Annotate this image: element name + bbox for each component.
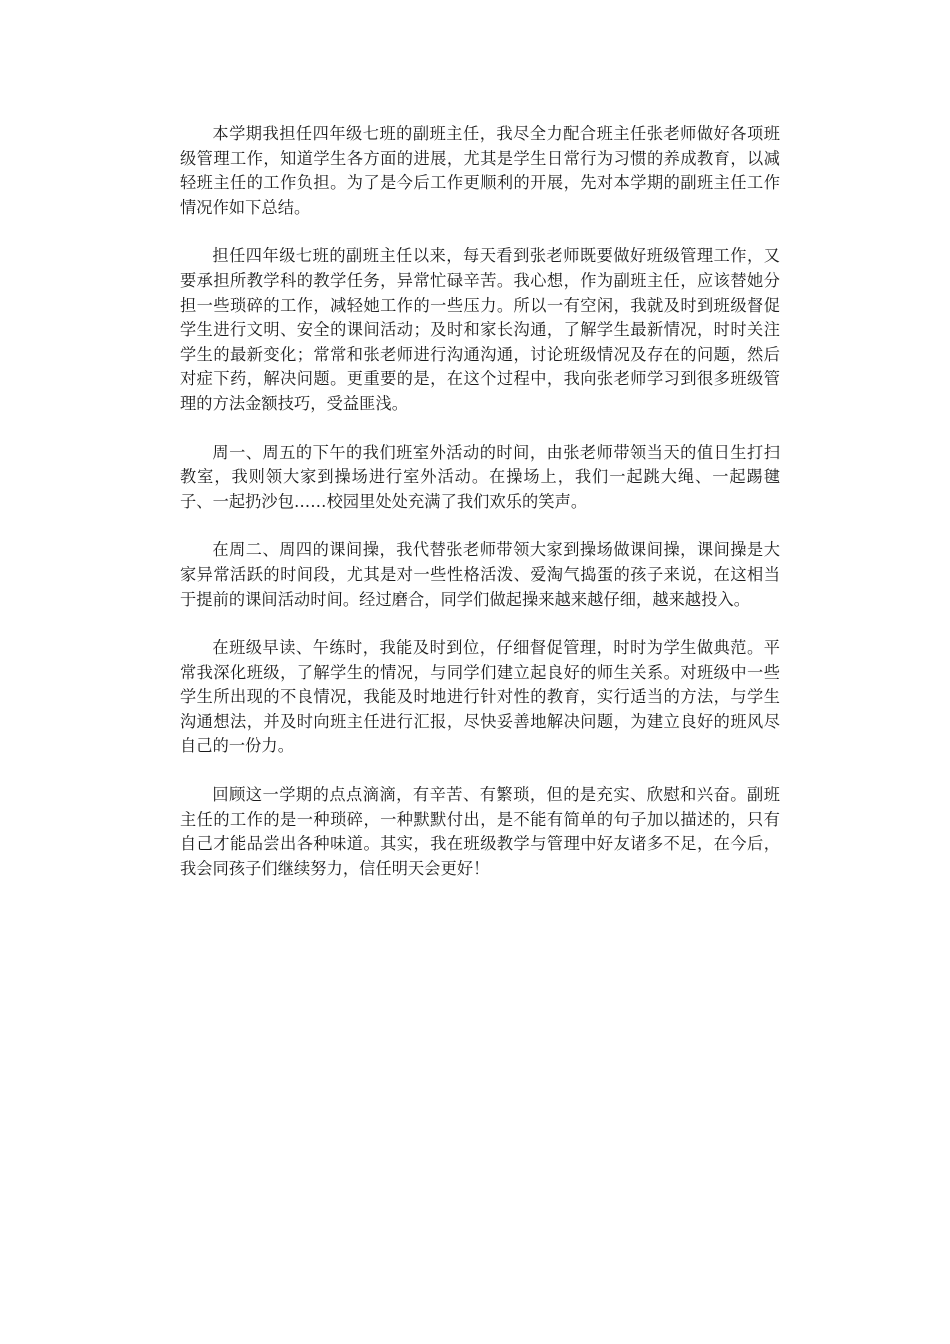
document-body: [180, 122, 780, 905]
paragraph-outdoor-activities: 周一、周五的下午的我们班室外活动的时间，由张老师带领当天的值日生打扫教室，我则领大家到操场进行室外活动。在操场上，我们一起跳大绳、一起踢毽子、一起扔沙包……校园里处处充满了我们欢乐的笑声。: [180, 442, 780, 511]
paragraph-intro: 本学期我担任四年级七班的副班主任，我尽全力配合班主任张老师做好各项班级管理工作，知道学生各方面的进展，尤其是学生日常行为习惯的养成教育，以减轻班主任的工作负担。为了是今后工作更顺利的开展，先对本学期的副班主任工作情况作如下总结。: [180, 124, 780, 217]
paragraph-daily-management: 在班级早读、午练时，我能及时到位，仔细督促管理，时时为学生做典范。平常我深化班级，了解学生的情况，与同学们建立起良好的师生关系。对班级中一些学生所出现的不良情况，我能及时地进行针对性的教育，实行适当的方法，与学生沟通想法，并及时向班主任进行汇报，尽快妥善地解决问题，为建立良好的班风尽自己的一份力。: [180, 638, 780, 756]
paragraph-exercise-break: 在周二、周四的课间操，我代替张老师带领大家到操场做课间操，课间操是大家异常活跃的时间段，尤其是对一些性格活泼、爱淘气捣蛋的孩子来说，在这相当于提前的课间活动时间。经过磨合，同学们做起操来越来越仔细，越来越投入。: [180, 540, 780, 609]
paragraph-conclusion: 回顾这一学期的点点滴滴，有辛苦、有繁琐，但的是充实、欣慰和兴奋。副班主任的工作的是一种琐碎，一种默默付出，是不能有简单的句子加以描述的，只有自己才能品尝出各种味道。其实，我在班级教学与管理中好友诸多不足，在今后，我会同孩子们继续努力，信任明天会更好！: [180, 785, 780, 878]
paragraph-responsibilities: 担任四年级七班的副班主任以来，每天看到张老师既要做好班级管理工作，又要承担所教学科的教学任务，异常忙碌辛苦。我心想，作为副班主任，应该替她分担一些琐碎的工作，减轻她工作的一些压力。所以一有空闲，我就及时到班级督促学生进行文明、安全的课间活动；及时和家长沟通，了解学生最新情况，时时关注学生的最新变化；常常和张老师进行沟通沟通，讨论班级情况及存在的问题，然后对症下药，解决问题。更重要的是，在这个过程中，我向张老师学习到很多班级管理的方法金额技巧，受益匪浅。: [180, 246, 780, 413]
